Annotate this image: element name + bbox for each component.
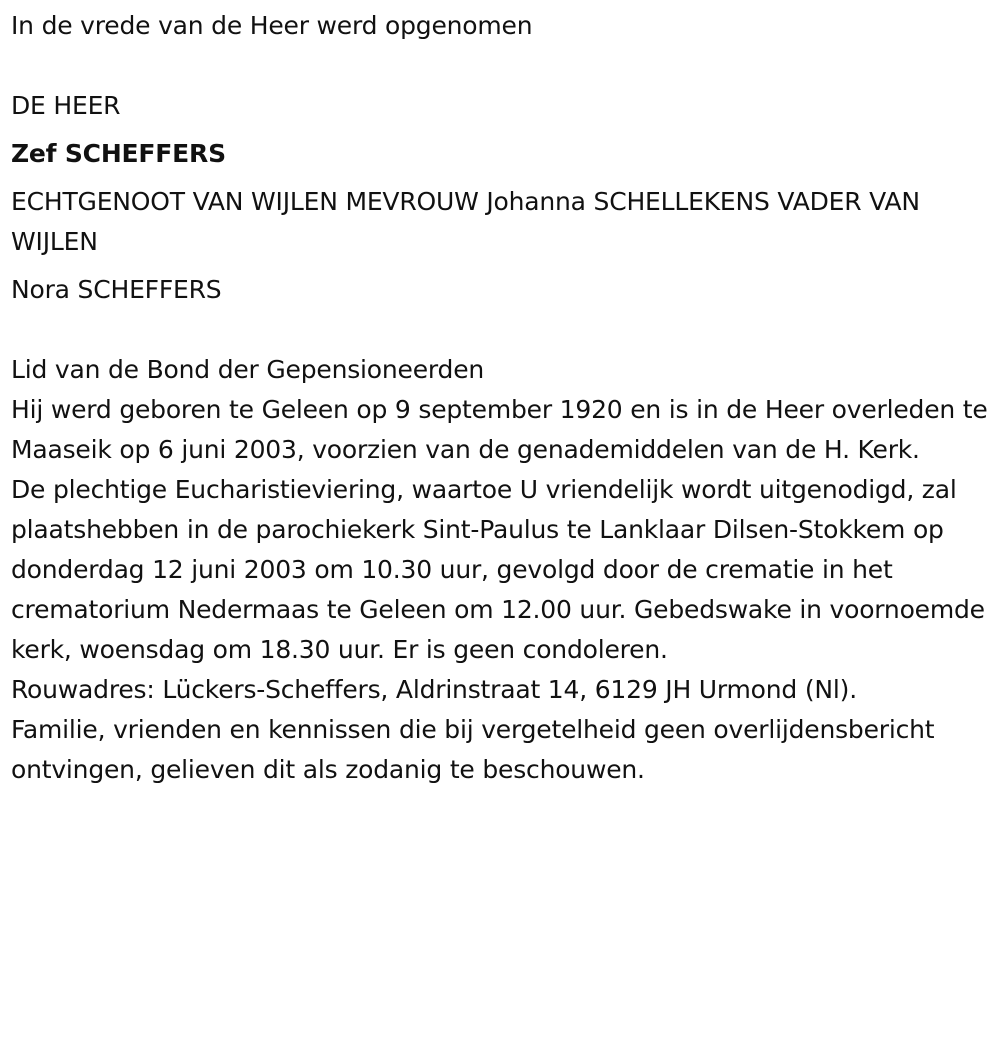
intro-line: In de vrede van de Heer werd opgenomen bbox=[11, 11, 533, 40]
ceremony-paragraph: De plechtige Eucharistieviering, waartoe U vriendelijk wordt uitgenodigd, zal plaatshebben in de parochiekerk Sint-Paulus te Lanklaar Dilsen-Stokkem op donderdag 12 juni 2003 om 10.30 uur, gevolgd door de crematie in het crematorium Nedermaas te Geleen om 12.00 uur. Gebedswake in voornoemde kerk, woensdag om 18.30 uur. Er is geen condoleren. bbox=[11, 475, 985, 664]
deceased-name: Zef SCHEFFERS bbox=[11, 139, 226, 168]
closing-paragraph: Familie, vrienden en kennissen die bij vergetelheid geen overlijdensbericht ontvingen, gelieven dit als zodanig te beschouwen. bbox=[11, 715, 935, 784]
obituary-notice bbox=[11, 6, 991, 790]
membership-line: Lid van de Bond der Gepensioneerden bbox=[11, 355, 485, 384]
birth-death-paragraph: Hij werd geboren te Geleen op 9 september 1920 en is in de Heer overleden te Maaseik op 6 juni 2003, voorzien van de genademiddelen van de H. Kerk. bbox=[11, 395, 988, 464]
relation-line: ECHTGENOOT VAN WIJLEN MEVROUW Johanna SCHELLEKENS VADER VAN WIJLEN bbox=[11, 187, 920, 256]
address-line: Rouwadres: Lückers-Scheffers, Aldrinstraat 14, 6129 JH Urmond (Nl). bbox=[11, 675, 857, 704]
title-line: DE HEER bbox=[11, 91, 121, 120]
child-line: Nora SCHEFFERS bbox=[11, 275, 222, 304]
